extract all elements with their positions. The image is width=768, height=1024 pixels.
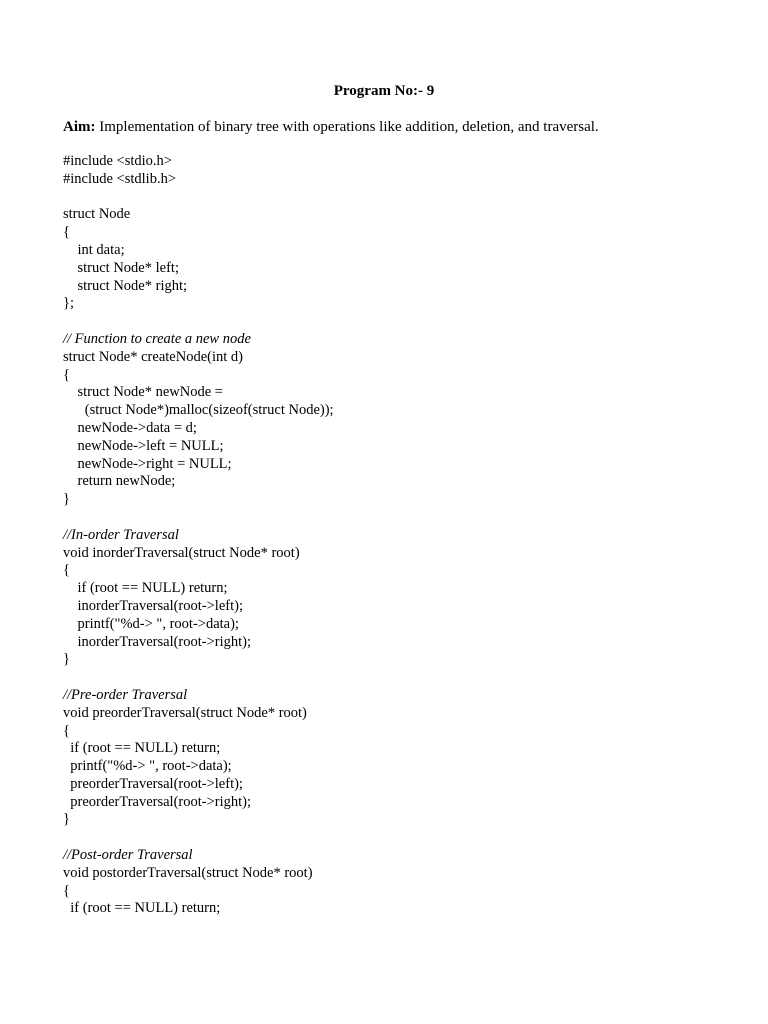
- code-line: }: [63, 811, 70, 828]
- blank-line: [63, 189, 743, 207]
- code-line: void postorderTraversal(struct Node* root): [63, 864, 313, 881]
- code-line: printf("%d-> ", root->data);: [63, 615, 239, 632]
- program-title: Program No:- 9: [333, 83, 435, 99]
- aim-statement: [63, 117, 599, 137]
- blank-line: [63, 509, 743, 527]
- code-line: inorderTraversal(root->left);: [63, 597, 243, 614]
- code-line: preorderTraversal(root->left);: [63, 775, 243, 792]
- code-listing: [63, 153, 743, 918]
- code-line: printf("%d-> ", root->data);: [63, 758, 232, 775]
- code-line: struct Node* createNode(int d): [63, 348, 243, 365]
- code-line: {: [63, 882, 70, 899]
- code-line: {: [63, 366, 70, 383]
- code-line: preorderTraversal(root->right);: [63, 793, 252, 810]
- code-comment-line: //In-order Traversal: [63, 526, 179, 543]
- code-line: int data;: [63, 241, 125, 258]
- aim-text: Implementation of binary tree with operations like addition, deletion, and traversal.: [95, 119, 599, 135]
- code-line: return newNode;: [63, 473, 176, 490]
- code-line: #include <stdlib.h>: [63, 170, 177, 187]
- code-line: struct Node* left;: [63, 259, 179, 276]
- code-line: struct Node* newNode =: [63, 384, 223, 401]
- aim-label: Aim:: [63, 119, 96, 135]
- code-line: newNode->left = NULL;: [63, 437, 224, 454]
- code-line: if (root == NULL) return;: [63, 740, 221, 757]
- code-line: }: [63, 491, 70, 508]
- code-line: {: [63, 722, 70, 739]
- code-line: if (root == NULL) return;: [63, 580, 228, 597]
- code-comment-line: //Post-order Traversal: [63, 847, 193, 864]
- code-line: newNode->data = d;: [63, 419, 197, 436]
- code-line: #include <stdio.h>: [63, 153, 172, 169]
- blank-line: [63, 669, 743, 687]
- code-line: }: [63, 651, 70, 668]
- code-line: struct Node: [63, 206, 131, 223]
- blank-line: [63, 829, 743, 847]
- code-line: {: [63, 562, 70, 579]
- code-line: newNode->right = NULL;: [63, 455, 232, 472]
- code-line: void inorderTraversal(struct Node* root): [63, 544, 300, 561]
- code-line: void preorderTraversal(struct Node* root): [63, 704, 307, 721]
- code-line: inorderTraversal(root->right);: [63, 633, 252, 650]
- blank-line: [63, 313, 743, 331]
- code-comment-line: //Pre-order Traversal: [63, 686, 188, 703]
- code-line: (struct Node*)malloc(sizeof(struct Node));: [63, 402, 334, 419]
- code-line: };: [63, 295, 74, 312]
- code-line: if (root == NULL) return;: [63, 900, 221, 917]
- code-comment-line: // Function to create a new node: [63, 330, 251, 347]
- code-line: {: [63, 224, 70, 241]
- code-line: struct Node* right;: [63, 277, 188, 294]
